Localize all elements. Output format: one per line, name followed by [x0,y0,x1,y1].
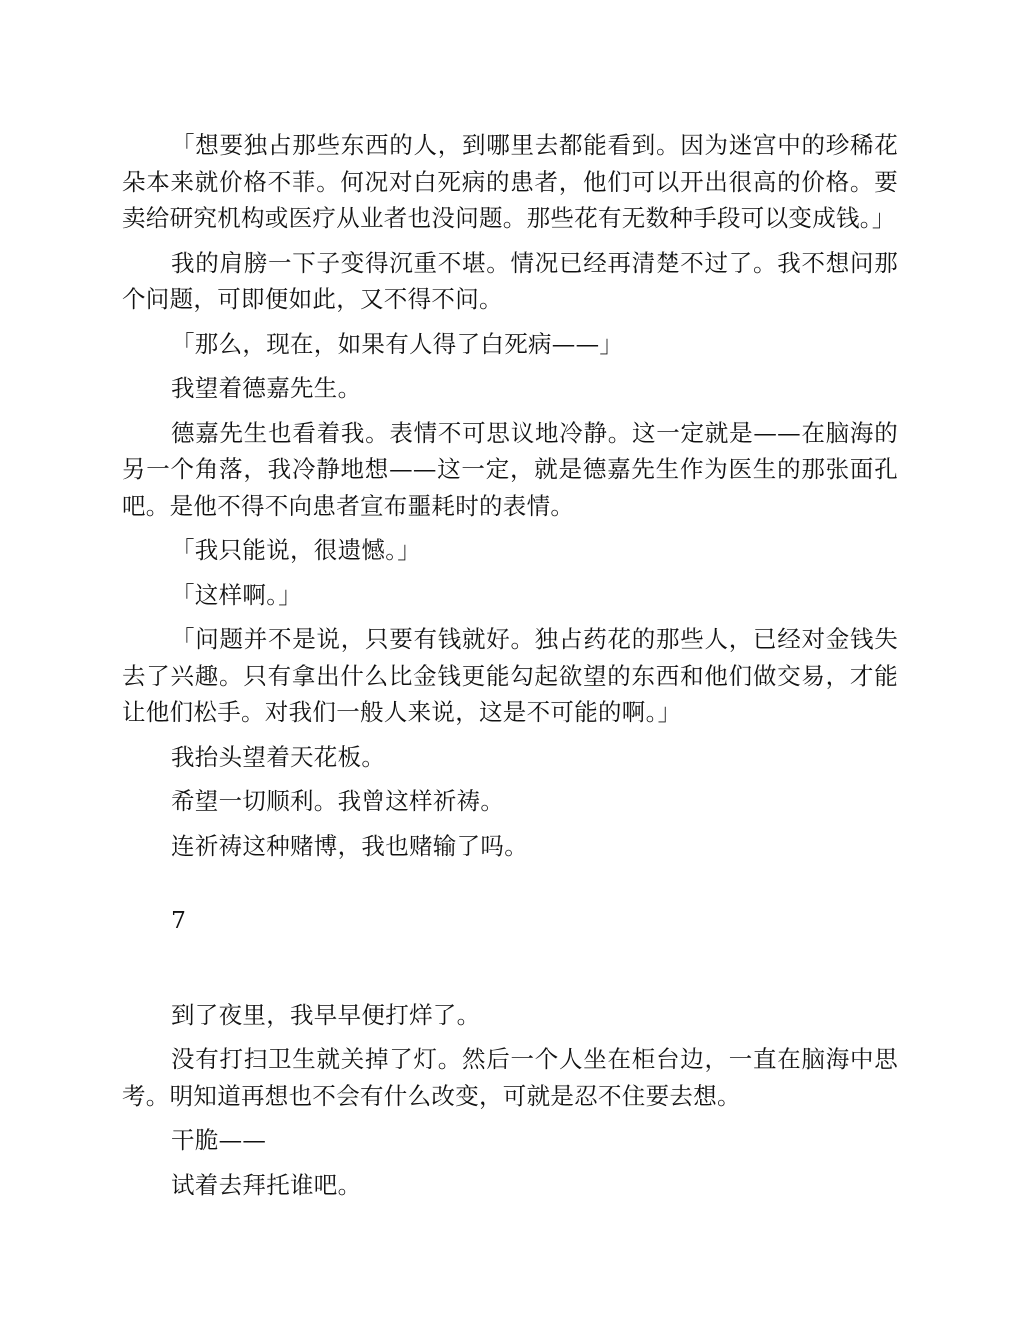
paragraph: 我望着德嘉先生。 [171,374,362,402]
paragraph: 试着去拜托谁吧。 [171,1170,362,1199]
paragraph: 「我只能说，很遗憾。」 [171,536,422,564]
paragraph: 没有打扫卫生就关掉了灯。然后一个人坐在柜台边，一直在脑海中思考。明知道再想也不会有什么改变，可就是忍不住要去想。 [122,1045,898,1110]
paragraph: 「想要独占那些东西的人，到哪里去都能看到。因为迷宫中的珍稀花朵本来就价格不菲。何况对白死病的患者，他们可以开出很高的价格。要卖给研究机构或医疗从业者也没问题。那些花有无数种手段可以变成钱。」 [122,131,898,232]
paragraph: 到了夜里，我早早便打烊了。 [171,1000,481,1029]
paragraph: 我抬头望着天花板。 [171,742,386,771]
paragraph: 希望一切顺利。我曾这样祈祷。 [171,787,505,815]
document-page [122,127,898,1211]
paragraph: 「这样啊。」 [171,580,303,609]
paragraph: 「问题并不是说，只要有钱就好。独占药花的那些人，已经对金钱失去了兴趣。只有拿出什么比金钱更能勾起欲望的东西和他们做交易，才能让他们松手。对我们一般人来说，这是不可能的啊。」 [122,625,898,726]
chapter-number: 7 [171,906,186,934]
paragraph: 连祈祷这种赌博，我也赌输了吗。 [171,831,528,860]
paragraph: 干脆—— [171,1126,267,1154]
paragraph: 我的肩膀一下子变得沉重不堪。情况已经再清楚不过了。我不想问那个问题，可即便如此，又不得不问。 [122,248,898,313]
paragraph: 「那么，现在，如果有人得了白死病——」 [171,329,624,358]
paragraph: 德嘉先生也看着我。表情不可思议地冷静。这一定就是——在脑海的另一个角落，我冷静地想——这一定，就是德嘉先生作为医生的那张面孔吧。是他不得不向患者宣布噩耗时的表情。 [122,418,898,520]
